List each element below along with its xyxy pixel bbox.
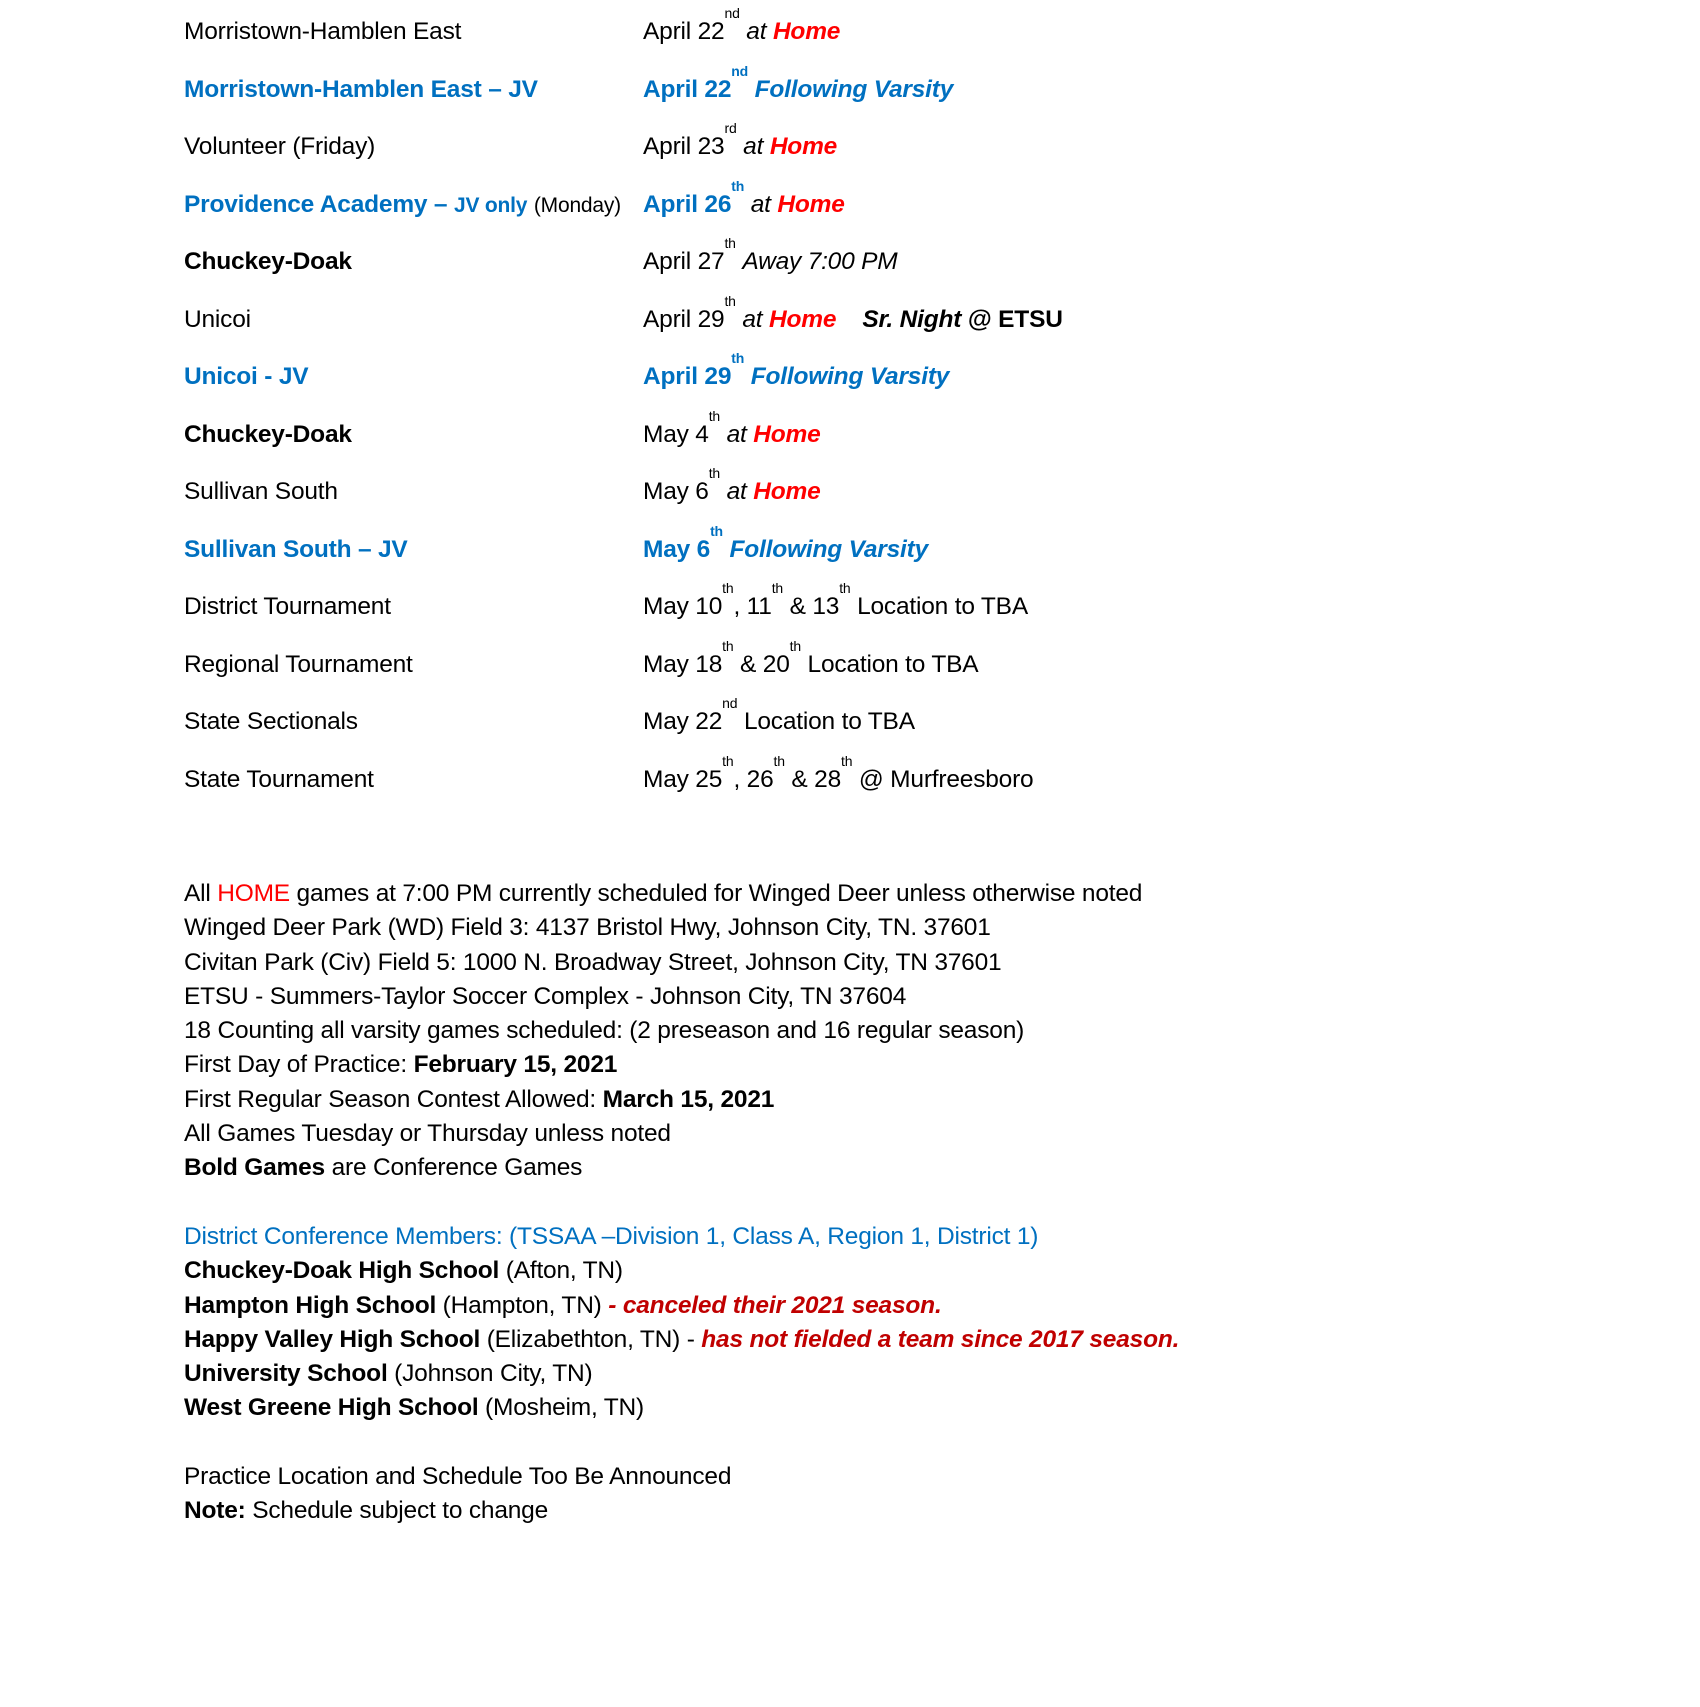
away-time-label: Away 7:00 PM (742, 248, 898, 275)
opponent-name: Chuckey-Doak (184, 420, 352, 448)
schedule-row-jv (184, 522, 1484, 588)
location-text: Location to TBA (850, 593, 1028, 620)
opponent-name: Morristown-Hamblen East (184, 18, 462, 45)
conference-member (184, 1391, 1584, 1425)
schedule-row-tournament (184, 637, 1484, 703)
game-date (643, 522, 929, 570)
school-location: (Elizabethton, TN) - (480, 1325, 702, 1353)
tournament-dates (643, 752, 1034, 800)
date-text: , 11 (733, 593, 772, 620)
date-text: April 22 (643, 18, 725, 45)
contest-date: March 15, 2021 (602, 1085, 775, 1113)
note-text: are Conference Games (324, 1154, 583, 1182)
tournament-name: State Tournament (184, 765, 374, 793)
date-text: & 28 (784, 765, 842, 793)
date-suffix: th (722, 752, 734, 769)
date-text: May 22 (643, 708, 723, 735)
tournament-dates (643, 637, 979, 685)
date-suffix: th (789, 637, 801, 654)
home-label: Home (753, 478, 821, 505)
location-prefix: at (726, 420, 747, 448)
note-text: games at 7:00 PM currently scheduled for Winged Deer unless otherwise noted (289, 880, 1143, 907)
note-text: All (184, 880, 218, 907)
date-suffix: th (731, 350, 745, 366)
school-name: University School (184, 1360, 388, 1388)
home-label: Home (753, 420, 821, 448)
home-label: Home (769, 133, 838, 160)
practice-location-note: Practice Location and Schedule Too Be Announced (184, 1463, 732, 1491)
conference-member (184, 1254, 1584, 1288)
location-text: Location to TBA (737, 708, 915, 735)
conference-heading: District Conference Members: (TSSAA –Division 1, Class A, Region 1, District 1) (184, 1222, 1039, 1250)
tournament-dates (643, 695, 915, 742)
date-suffix: th (839, 580, 851, 596)
school-location: (Afton, TN) (499, 1257, 623, 1285)
opponent-name (184, 185, 621, 226)
game-date (643, 177, 845, 225)
venue-etsu: ETSU - Summers-Taylor Soccer Complex - Johnson City, TN 37604 (184, 982, 907, 1010)
game-date (643, 5, 841, 52)
date-suffix: th (841, 752, 853, 769)
date-suffix: th (710, 522, 723, 539)
location-prefix: at (746, 18, 767, 45)
game-date (643, 407, 821, 455)
date-suffix: nd (722, 695, 738, 711)
conference-member (184, 1357, 1584, 1391)
games-count-note: 18 Counting all varsity games scheduled: (2 preseason and 16 regular season) (184, 1017, 1025, 1045)
senior-night-note (862, 306, 1062, 333)
following-varsity-label: Following Varsity (750, 363, 950, 390)
school-name: West Greene High School (184, 1394, 479, 1422)
date-text: & 20 (733, 650, 790, 678)
schedule-row (184, 292, 1484, 358)
date-text: April 27 (643, 248, 725, 275)
date-text: April 22 (643, 75, 732, 103)
note-label: First Day of Practice: (184, 1051, 414, 1079)
date-text: May 18 (643, 650, 723, 678)
date-text: May 10 (643, 593, 723, 620)
game-date (643, 350, 950, 397)
schedule-row-jv (184, 177, 1484, 243)
school-location: (Johnson City, TN) (387, 1360, 593, 1388)
schedule-row (184, 120, 1484, 185)
opponent-name: Sullivan South – JV (184, 535, 408, 563)
date-suffix: th (708, 465, 720, 481)
day-note: (Monday) (533, 193, 621, 217)
note-label: Note: (184, 1497, 246, 1525)
schedule-row-tournament (184, 580, 1484, 645)
schedule-row-jv (184, 62, 1484, 128)
date-suffix: th (724, 235, 736, 251)
conference-member (184, 1323, 1584, 1357)
home-label: Home (769, 305, 837, 333)
game-date (643, 465, 821, 512)
schedule-row-conference (184, 235, 1484, 300)
schedule-row-tournament (184, 752, 1484, 818)
date-suffix: nd (724, 5, 740, 21)
location-prefix: at (742, 305, 763, 333)
tournament-name: State Sectionals (184, 708, 358, 735)
opponent-name: Unicoi (184, 305, 251, 333)
spacer (184, 1426, 1584, 1460)
school-status-note: - canceled their 2021 season. (601, 1291, 942, 1319)
date-text: April 29 (643, 305, 725, 333)
home-games-note (184, 877, 1584, 911)
venue-winged-deer: Winged Deer Park (WD) Field 3: 4137 Bristol Hwy, Johnson City, TN. 37601 (184, 914, 991, 942)
home-highlight: HOME (217, 880, 290, 907)
conference-member (184, 1289, 1584, 1323)
school-location: (Hampton, TN) (436, 1291, 602, 1319)
change-note (184, 1494, 1584, 1528)
schedule-row-jv (184, 350, 1484, 415)
first-contest-note (184, 1083, 1584, 1117)
schedule-row-tournament (184, 695, 1484, 760)
location-prefix: at (726, 478, 747, 505)
game-date (643, 62, 954, 110)
date-suffix: th (724, 292, 736, 309)
date-suffix: th (731, 177, 745, 194)
location-prefix: at (743, 133, 764, 160)
note-label: Bold Games (184, 1154, 325, 1182)
bold-games-note (184, 1151, 1584, 1185)
first-practice-note (184, 1048, 1584, 1082)
school-location: (Mosheim, TN) (478, 1394, 644, 1422)
date-text: May 6 (643, 478, 709, 505)
school-name: Chuckey-Doak High School (184, 1257, 500, 1285)
home-label: Home (777, 190, 845, 218)
date-suffix: th (722, 580, 734, 596)
game-date (643, 120, 838, 167)
following-varsity-label: Following Varsity (729, 535, 929, 563)
schedule-notes (184, 877, 1584, 1529)
opponent-name: Morristown-Hamblen East – JV (184, 75, 538, 103)
note-text: Schedule subject to change (245, 1497, 549, 1525)
following-varsity-label: Following Varsity (754, 75, 954, 103)
location-text: Location to TBA (800, 650, 979, 678)
opponent-name: Volunteer (Friday) (184, 133, 376, 160)
opponent-name: Chuckey-Doak (184, 248, 352, 275)
jv-only-label: JV only (453, 193, 528, 217)
game-date (643, 235, 898, 282)
schedule-row-conference (184, 407, 1484, 473)
schedule-row (184, 5, 1484, 70)
schedule-row (184, 465, 1484, 530)
location-prefix: at (750, 190, 771, 218)
venue-civitan: Civitan Park (Civ) Field 5: 1000 N. Broadway Street, Johnson City, TN 37601 (184, 948, 1002, 976)
date-text: May 6 (643, 535, 711, 563)
date-suffix: nd (731, 62, 748, 79)
date-suffix: rd (724, 120, 737, 136)
game-schedule-list (184, 5, 1484, 817)
opponent-text: Providence Academy – (184, 190, 454, 218)
location-text: @ Murfreesboro (852, 765, 1034, 793)
game-date (643, 292, 1063, 340)
date-text: , 26 (733, 765, 774, 793)
date-suffix: th (773, 752, 785, 769)
school-status-note: has not fielded a team since 2017 season. (701, 1325, 1180, 1353)
opponent-name: Sullivan South (184, 478, 338, 505)
tournament-name: Regional Tournament (184, 650, 413, 678)
opponent-name: Unicoi - JV (184, 363, 309, 390)
date-suffix: th (722, 637, 734, 654)
game-days-note: All Games Tuesday or Thursday unless noted (184, 1120, 671, 1148)
date-text: May 4 (643, 420, 709, 448)
date-text: April 29 (643, 363, 732, 390)
date-text: & 13 (782, 593, 840, 620)
tournament-name: District Tournament (184, 593, 391, 620)
tournament-dates (643, 580, 1028, 627)
school-name: Happy Valley High School (184, 1325, 481, 1353)
home-label: Home (772, 18, 841, 45)
date-suffix: th (771, 580, 783, 596)
date-suffix: th (708, 407, 720, 424)
date-text: April 26 (643, 190, 732, 218)
date-text: May 25 (643, 765, 723, 793)
practice-date: February 15, 2021 (413, 1051, 618, 1079)
senior-night-label: Sr. Night (862, 305, 962, 333)
school-name: Hampton High School (184, 1291, 437, 1319)
senior-night-venue: @ ETSU (967, 305, 1063, 333)
date-text: April 23 (643, 133, 725, 160)
spacer (184, 1186, 1584, 1220)
note-label: First Regular Season Contest Allowed: (184, 1085, 603, 1113)
